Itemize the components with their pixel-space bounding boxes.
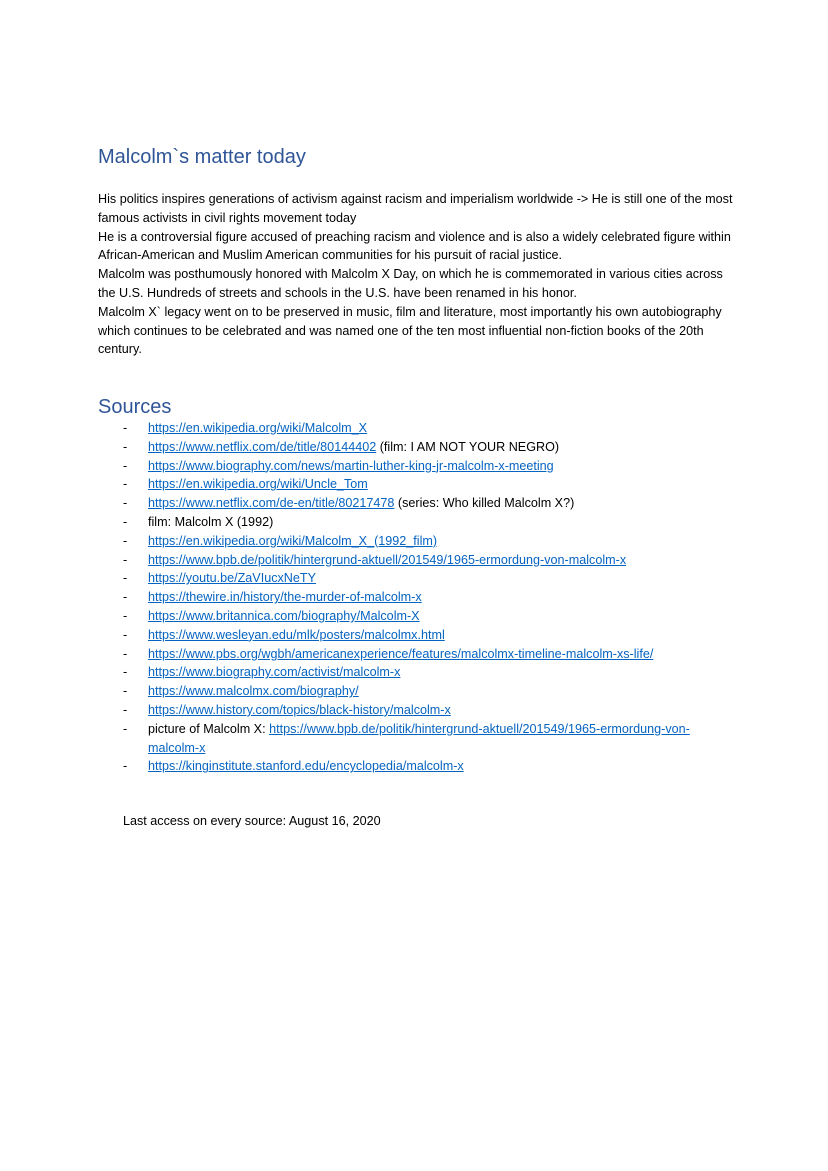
list-bullet: - xyxy=(123,702,128,717)
source-link[interactable]: https://www.britannica.com/biography/Malcolm-X xyxy=(148,608,420,623)
list-bullet: - xyxy=(123,590,128,605)
list-bullet: - xyxy=(123,627,128,642)
source-link[interactable]: https://www.pbs.org/wgbh/americanexperience/features/malcolmx-timeline-malcolm-xs-life/ xyxy=(148,646,654,661)
sources-list xyxy=(98,419,738,776)
paragraph: His politics inspires generations of activism against racism and imperialism worldwide -> He is still one of the most famous activists in civil rights movement today xyxy=(98,192,733,225)
source-link[interactable]: https://www.bpb.de/politik/hintergrund-aktuell/201549/1965-ermordung-von-malcolm-x xyxy=(148,552,627,567)
source-note: (film: I AM NOT YOUR NEGRO) xyxy=(376,439,560,454)
source-link[interactable]: https://en.wikipedia.org/wiki/Malcolm_X_(1992_film) xyxy=(148,533,438,548)
source-link[interactable]: https://www.wesleyan.edu/mlk/posters/malcolmx.html xyxy=(148,627,445,642)
source-item xyxy=(98,720,738,758)
source-link[interactable]: https://thewire.in/history/the-murder-of-malcolm-x xyxy=(148,590,422,605)
source-link[interactable]: https://kinginstitute.stanford.edu/encyclopedia/malcolm-x xyxy=(148,759,464,774)
source-item xyxy=(98,532,738,551)
list-bullet: - xyxy=(123,646,128,661)
list-bullet: - xyxy=(123,533,128,548)
source-link[interactable]: https://www.history.com/topics/black-history/malcolm-x xyxy=(148,702,451,717)
source-item xyxy=(98,645,738,664)
last-access-note: Last access on every source: August 16, 2020 xyxy=(123,814,381,828)
source-link[interactable]: https://www.biography.com/activist/malcolm-x xyxy=(148,665,401,680)
source-item xyxy=(98,513,738,532)
source-item xyxy=(98,663,738,682)
source-item xyxy=(98,626,738,645)
source-item xyxy=(98,569,738,588)
source-item xyxy=(98,607,738,626)
list-bullet: - xyxy=(123,665,128,680)
paragraph: Malcolm X` legacy went on to be preserved in music, film and literature, most importantly his own autobiography which continues to be celebrated and was named one of the ten most influential non-fiction books of the 20th century. xyxy=(98,304,722,357)
section-title-sources: Sources xyxy=(98,396,172,418)
source-item xyxy=(98,551,738,570)
source-link[interactable]: https://www.netflix.com/de-en/title/80217478 xyxy=(148,496,395,511)
source-item xyxy=(98,757,738,776)
source-link[interactable]: https://en.wikipedia.org/wiki/Malcolm_X xyxy=(148,421,368,435)
paragraph: Malcolm was posthumously honored with Malcolm X Day, on which he is commemorated in various cities across the U.S. Hundreds of streets and schools in the U.S. have been renamed in his honor. xyxy=(98,267,723,300)
source-link[interactable]: https://www.biography.com/news/martin-luther-king-jr-malcolm-x-meeting xyxy=(148,458,554,473)
source-link[interactable]: https://www.malcolmx.com/biography/ xyxy=(148,684,359,699)
body-text xyxy=(98,190,738,359)
list-bullet: - xyxy=(123,458,128,473)
source-item xyxy=(98,438,738,457)
source-text: film: Malcolm X (1992) xyxy=(148,514,274,529)
source-link[interactable]: https://www.bpb.de/politik/hintergrund-aktuell/201549/1965-ermordung-von-malcolm-x xyxy=(148,721,690,755)
list-bullet: - xyxy=(123,477,128,492)
list-bullet: - xyxy=(123,608,128,623)
source-link[interactable]: https://www.netflix.com/de/title/80144402 xyxy=(148,439,377,454)
source-item xyxy=(98,682,738,701)
source-text: picture of Malcolm X: xyxy=(148,721,270,736)
source-item xyxy=(98,419,738,438)
list-bullet: - xyxy=(123,496,128,511)
paragraph: He is a controversial figure accused of preaching racism and violence and is also a widely celebrated figure within African-American and Muslim American communities for his pursuit of racial justice. xyxy=(98,229,731,263)
section-title-malcolm-matter-today: Malcolm`s matter today xyxy=(98,146,306,168)
source-link[interactable]: https://en.wikipedia.org/wiki/Uncle_Tom xyxy=(148,477,368,492)
list-bullet: - xyxy=(123,421,128,435)
source-note: (series: Who killed Malcolm X?) xyxy=(394,496,575,511)
source-item xyxy=(98,701,738,720)
list-bullet: - xyxy=(123,721,128,736)
list-bullet: - xyxy=(123,439,128,454)
list-bullet: - xyxy=(123,552,128,567)
source-item xyxy=(98,494,738,513)
list-bullet: - xyxy=(123,571,128,586)
source-item xyxy=(98,457,738,476)
source-link[interactable]: https://youtu.be/ZaVIucxNeTY xyxy=(148,571,316,586)
list-bullet: - xyxy=(123,684,128,699)
list-bullet: - xyxy=(123,759,128,774)
source-item xyxy=(98,588,738,607)
list-bullet: - xyxy=(123,514,128,529)
source-item xyxy=(98,475,738,494)
